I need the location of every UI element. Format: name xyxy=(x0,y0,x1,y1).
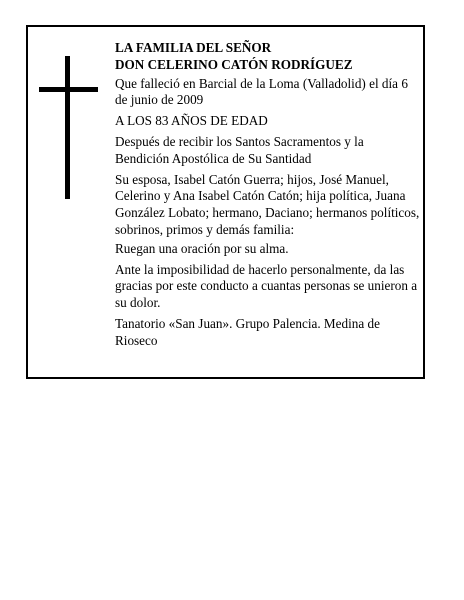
death-info: Que falleció en Barcial de la Loma (Valladolid) el día 6 de junio de 2009 xyxy=(115,75,408,108)
age-line: A LOS 83 AÑOS DE EDAD xyxy=(115,113,268,129)
cross-icon xyxy=(39,56,98,199)
thanks-message: Ante la imposibilidad de hacerlo personalmente, da las gracias por este conducto a cuantas personas se unieron a su dolor. xyxy=(115,261,418,311)
cross-vertical-bar xyxy=(65,56,70,199)
heading-family: LA FAMILIA DEL SEÑOR xyxy=(115,40,272,55)
family-list: Su esposa, Isabel Catón Guerra; hijos, José Manuel, Celerino y Ana Isabel Catón Catón; hija política, Juana González Lobato; hermano, Daciano; hermanos políticos, sobrinos, primos y demás familia: xyxy=(115,171,420,237)
obituary-notice xyxy=(26,25,425,379)
cross-horizontal-bar xyxy=(39,87,98,92)
prayer-request: Ruegan una oración por su alma. xyxy=(115,240,289,256)
funeral-home: Tanatorio «San Juan». Grupo Palencia. Medina de Rioseco xyxy=(115,315,380,348)
sacraments-line: Después de recibir los Santos Sacramentos y la Bendición Apostólica de Su Santidad xyxy=(115,133,364,166)
heading-deceased-name: DON CELERINO CATÓN RODRÍGUEZ xyxy=(115,56,353,72)
notice-text-block xyxy=(115,40,420,350)
